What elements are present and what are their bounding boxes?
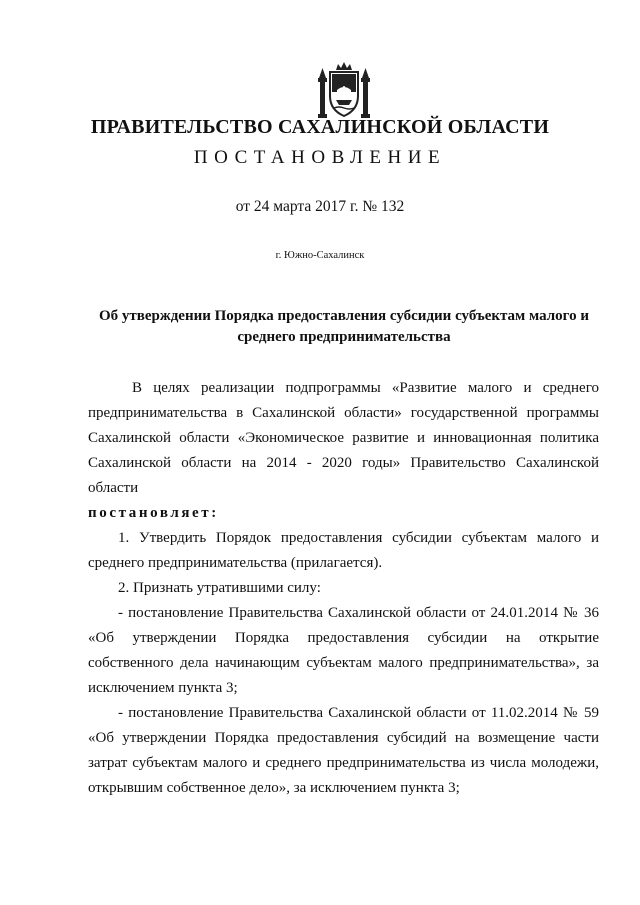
document-type: ПОСТАНОВЛЕНИЕ [193,147,447,168]
decree-paragraph [88,501,599,526]
decree-word: постановляет: [88,505,219,521]
document-subject: Об утверждении Порядка предоставления субсидии субъектам малого и среднего предпринимательства [98,308,590,345]
sakhalin-coat-of-arms-icon [318,60,370,120]
repealed-decree-1: - постановление Правительства Сахалинской области от 24.01.2014 № 36 «Об утверждении Порядка предоставления субсидии на открытие собственного дела начинающим субъектам малого предпринимательства», за исключением пункта 3; [88,605,599,696]
preamble-paragraph: В целях реализации подпрограммы «Развитие малого и среднего предпринимательства в Сахалинской области» государственной программы Сахалинской области «Экономическое развитие и инновационная политика Сахалинской области на 2014 - 2020 годы» Правительство Сахалинской области [88,380,599,496]
item-1-paragraph: 1. Утвердить Порядок предоставления субсидии субъектам малого и среднего предпринимательства (прилагается). [88,530,599,571]
document-body [88,376,599,801]
item-2-paragraph: 2. Признать утратившими силу: [118,580,321,596]
document-date-number: от 24 марта 2017 г. № 132 [235,198,405,215]
repealed-decree-2: - постановление Правительства Сахалинской области от 11.02.2014 № 59 «Об утверждении Порядка предоставления субсидий на возмещение части затрат субъектам малого и среднего предпринимательства из числа молодежи, открывшим собственное дело», за исключением пункта 3; [88,705,599,796]
government-title: ПРАВИТЕЛЬСТВО САХАЛИНСКОЙ ОБЛАСТИ [90,116,550,138]
document-city: г. Южно-Сахалинск [275,250,365,261]
